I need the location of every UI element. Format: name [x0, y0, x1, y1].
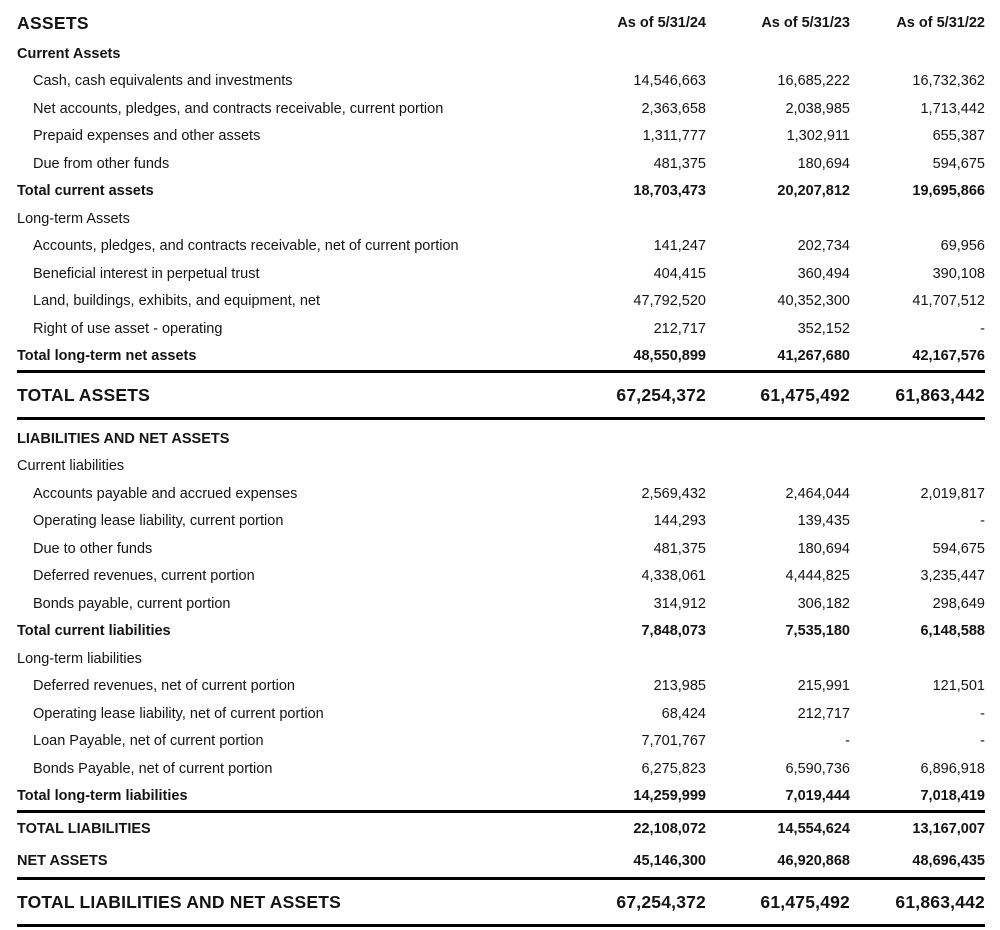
row-value-2022: -: [980, 320, 985, 337]
row-value-2023: 202,734: [797, 238, 850, 255]
row-value-2023: 180,694: [797, 155, 850, 172]
row-value-2022: 6,148,588: [920, 623, 985, 640]
row-value-2022: 594,675: [932, 540, 985, 557]
row-label: TOTAL LIABILITIES: [17, 821, 151, 837]
column-header-2023: As of 5/31/23: [761, 15, 850, 31]
row-label: Long-term liabilities: [17, 650, 142, 667]
row-value-2023: 7,019,444: [785, 788, 850, 805]
row-value-2023: 212,717: [797, 705, 850, 722]
table-row: [17, 508, 985, 536]
row-label: LIABILITIES AND NET ASSETS: [17, 430, 230, 447]
table-row: [17, 288, 985, 316]
row-value-2023: 352,152: [797, 320, 850, 337]
table-row: [17, 618, 985, 646]
row-value-2024: 7,848,073: [641, 623, 706, 640]
row-value-2024: 18,703,473: [633, 183, 706, 200]
row-value-2024: 67,254,372: [616, 891, 706, 912]
row-value-2022: 41,707,512: [912, 293, 985, 310]
row-label: Current Assets: [17, 45, 121, 62]
table-row: [17, 178, 985, 206]
table-row: [17, 845, 985, 877]
row-label: Due to other funds: [33, 540, 153, 557]
row-label: Operating lease liability, net of current portion: [33, 705, 324, 722]
row-value-2024: 6,275,823: [641, 760, 706, 777]
row-label: Accounts, pledges, and contracts receivable, net of current portion: [33, 238, 459, 255]
row-value-2022: 61,863,442: [895, 384, 985, 405]
row-label: Net accounts, pledges, and contracts receivable, current portion: [33, 100, 444, 117]
row-value-2023: 180,694: [797, 540, 850, 557]
page-title: ASSETS: [17, 12, 89, 33]
row-label: Total current assets: [17, 183, 154, 200]
table-row: [17, 728, 985, 756]
row-value-2022: 61,863,442: [895, 891, 985, 912]
row-label: TOTAL ASSETS: [17, 384, 151, 405]
row-value-2022: -: [980, 513, 985, 530]
row-value-2022: 1,713,442: [920, 100, 985, 117]
row-value-2022: 19,695,866: [912, 183, 985, 200]
table-row: [17, 373, 985, 417]
row-label: Total long-term net assets: [17, 348, 197, 365]
row-value-2022: 2,019,817: [920, 485, 985, 502]
table-row: [17, 700, 985, 728]
row-value-2024: 4,338,061: [641, 568, 706, 585]
row-value-2022: 69,956: [940, 238, 985, 255]
row-value-2022: 298,649: [932, 595, 985, 612]
row-value-2023: 7,535,180: [785, 623, 850, 640]
row-label: Long-term Assets: [17, 210, 130, 227]
row-value-2022: 390,108: [932, 265, 985, 282]
row-value-2023: 46,920,868: [777, 853, 850, 869]
table-row: [17, 123, 985, 151]
row-value-2024: 47,792,520: [633, 293, 706, 310]
row-value-2023: 2,464,044: [785, 485, 850, 502]
table-row: [17, 150, 985, 178]
row-label: Total long-term liabilities: [17, 788, 188, 805]
table-row: [17, 260, 985, 288]
table-row: [17, 233, 985, 261]
table-row: [17, 68, 985, 96]
row-value-2022: 7,018,419: [920, 788, 985, 805]
table-row: [17, 590, 985, 618]
row-value-2022: -: [980, 733, 985, 750]
table-row: [17, 480, 985, 508]
table-row: [17, 783, 985, 811]
row-label: Cash, cash equivalents and investments: [33, 73, 293, 90]
table-row: [17, 95, 985, 123]
row-value-2024: 2,363,658: [641, 100, 706, 117]
row-value-2023: 215,991: [797, 678, 850, 695]
row-label: Bonds Payable, net of current portion: [33, 760, 273, 777]
row-label: Accounts payable and accrued expenses: [33, 485, 298, 502]
table-row: [17, 673, 985, 701]
row-value-2024: 1,311,777: [642, 128, 706, 145]
row-label: TOTAL LIABILITIES AND NET ASSETS: [17, 891, 342, 912]
table-row: [17, 813, 985, 845]
row-value-2022: 121,501: [932, 678, 985, 695]
column-header-2024: As of 5/31/24: [617, 15, 706, 31]
row-label: Right of use asset - operating: [33, 320, 223, 337]
column-header-2022: As of 5/31/22: [896, 15, 985, 31]
row-value-2023: 139,435: [797, 513, 850, 530]
row-value-2022: 48,696,435: [912, 853, 985, 869]
row-label: Operating lease liability, current portion: [33, 513, 284, 530]
row-value-2024: 45,146,300: [633, 853, 706, 869]
row-value-2024: 14,259,999: [633, 788, 706, 805]
row-value-2024: 14,546,663: [633, 73, 706, 90]
table-row: [17, 755, 985, 783]
row-value-2023: 16,685,222: [777, 73, 850, 90]
row-value-2022: 655,387: [932, 128, 985, 145]
row-value-2022: -: [980, 705, 985, 722]
row-value-2024: 68,424: [661, 705, 706, 722]
row-value-2024: 481,375: [653, 155, 706, 172]
row-value-2023: 1,302,911: [786, 128, 850, 145]
row-value-2022: 16,732,362: [912, 73, 985, 90]
row-value-2023: -: [845, 733, 850, 750]
row-value-2024: 404,415: [653, 265, 706, 282]
row-value-2024: 212,717: [653, 320, 706, 337]
row-value-2023: 360,494: [797, 265, 850, 282]
row-label: Due from other funds: [33, 155, 170, 172]
row-value-2022: 3,235,447: [920, 568, 985, 585]
table-row: [17, 425, 985, 453]
table-row: [17, 563, 985, 591]
row-label: Loan Payable, net of current portion: [33, 733, 264, 750]
section-rule: [17, 417, 985, 420]
row-value-2023: 4,444,825: [785, 568, 850, 585]
row-label: Land, buildings, exhibits, and equipment, net: [33, 293, 320, 310]
row-label: Bonds payable, current portion: [33, 595, 231, 612]
row-value-2022: 42,167,576: [912, 348, 985, 365]
row-value-2024: 141,247: [653, 238, 706, 255]
row-value-2024: 2,569,432: [641, 485, 706, 502]
row-label: NET ASSETS: [17, 853, 108, 869]
table-row: [17, 645, 985, 673]
row-value-2023: 61,475,492: [760, 384, 850, 405]
row-value-2023: 14,554,624: [777, 821, 850, 837]
row-value-2024: 7,701,767: [641, 733, 706, 750]
table-row: [17, 315, 985, 343]
row-value-2023: 6,590,736: [785, 760, 850, 777]
row-value-2022: 13,167,007: [912, 821, 985, 837]
row-label: Prepaid expenses and other assets: [33, 128, 261, 145]
table-row: [17, 453, 985, 481]
row-value-2023: 41,267,680: [777, 348, 850, 365]
row-value-2024: 314,912: [653, 595, 706, 612]
table-header: [17, 6, 985, 40]
section-rule: [17, 924, 985, 927]
table-row: [17, 40, 985, 68]
row-value-2024: 144,293: [653, 513, 706, 530]
row-value-2024: 213,985: [653, 678, 706, 695]
row-value-2022: 594,675: [932, 155, 985, 172]
row-value-2023: 20,207,812: [777, 183, 850, 200]
row-value-2023: 306,182: [797, 595, 850, 612]
row-value-2023: 40,352,300: [777, 293, 850, 310]
row-label: Deferred revenues, current portion: [33, 568, 255, 585]
row-label: Beneficial interest in perpetual trust: [33, 265, 260, 282]
row-value-2024: 48,550,899: [633, 348, 706, 365]
table-row: [17, 880, 985, 924]
row-value-2024: 481,375: [653, 540, 706, 557]
row-label: Current liabilities: [17, 458, 125, 475]
row-label: Deferred revenues, net of current portion: [33, 678, 295, 695]
row-value-2022: 6,896,918: [920, 760, 985, 777]
table-row: [17, 343, 985, 371]
row-value-2023: 2,038,985: [785, 100, 850, 117]
table-body: [17, 40, 985, 927]
table-row: [17, 535, 985, 563]
row-value-2024: 67,254,372: [616, 384, 706, 405]
row-label: Total current liabilities: [17, 623, 171, 640]
row-value-2023: 61,475,492: [760, 891, 850, 912]
table-row: [17, 205, 985, 233]
row-value-2024: 22,108,072: [633, 821, 706, 837]
